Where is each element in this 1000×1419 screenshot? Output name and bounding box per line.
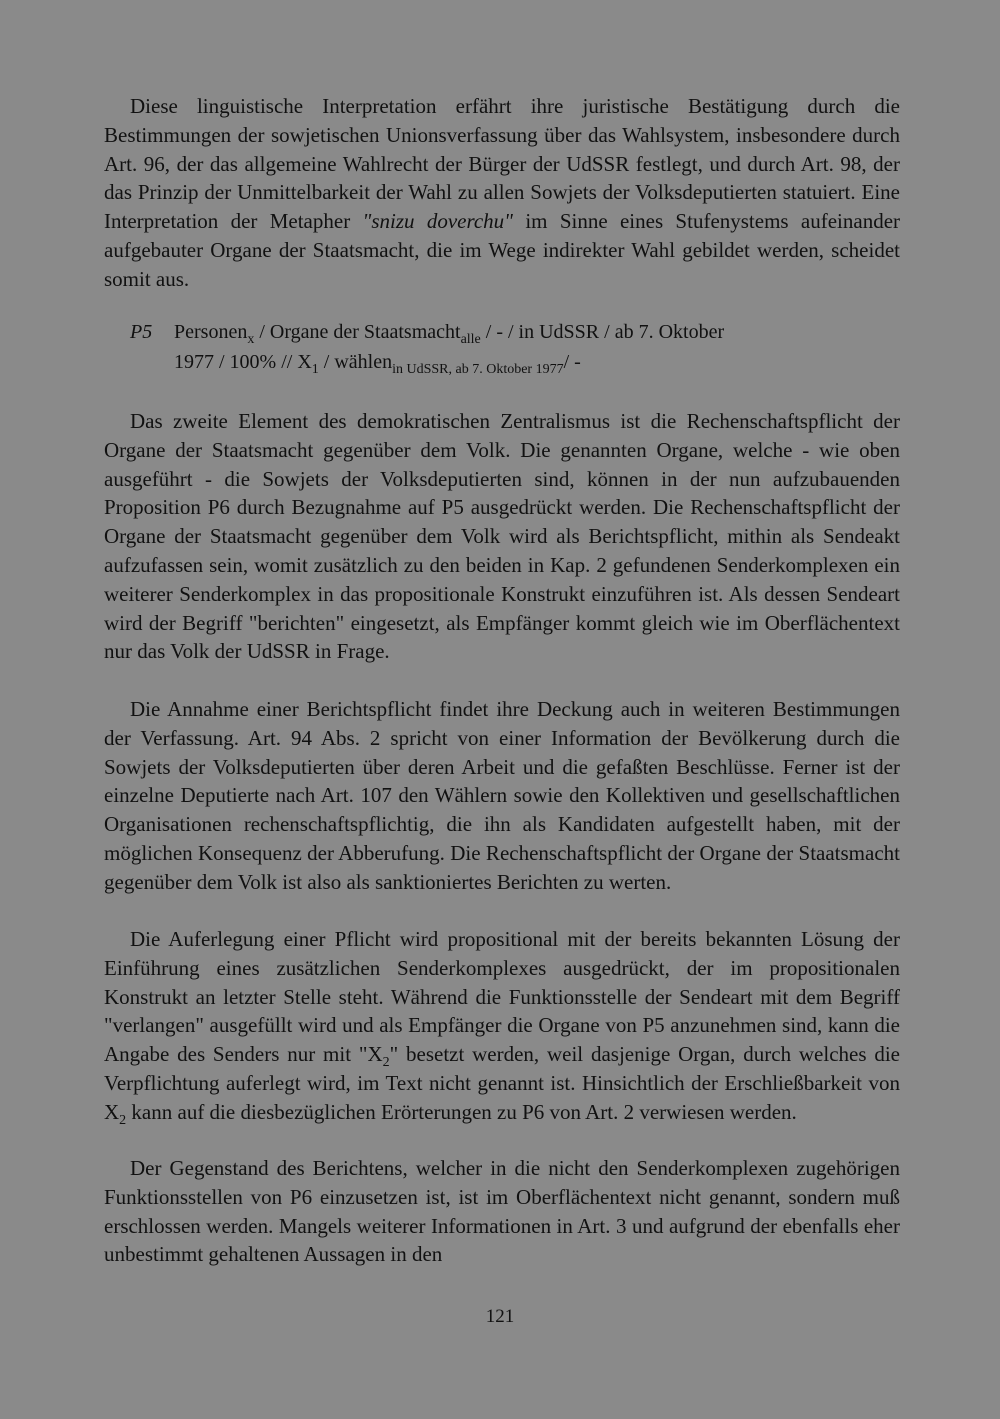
paragraph-1-text-a: Diese linguistische Interpretation erfährt ihre juristische Bestätigung durch die Bestimmungen der sowjetischen Unionsverfassung über das Wahlsystem, insbesondere durch Art. 96, der das allgemeine Wahlrecht der Bürger der UdSSR festlegt, und durch Art. 98, der das Prinzip der Unmittelbarkeit der Wahl zu allen Sowjets der Volksdeputierten statuiert. Eine Interpretation der Metapher: [104, 94, 900, 234]
x2-subscript: 2: [382, 1055, 390, 1071]
paragraph-4: Die Auferlegung einer Pflicht wird propositional mit der bereits bekannten Lösung der Einführung eines zusätzlichen Senderkomplexes ausgedrückt, der im propositionalen Konstrukt an letzter Stelle steht. Während die Funktionsstelle der Sendeart mit dem Begriff "verlangen" ausgefüllt wird und als Empfänger die Organe von P5 anzunehmen sind, kann die Angabe des Senders nur mit "$X_2$" besetzt werden, weil dasjenige Organ, durch welches die Verpflichtung auferlegt wird, im Text nicht genannt ist. Hinsichtlich der Erschließbarkeit von $X_2$ kann auf die diesbezüglichen Erörterungen zu P6 von Art. 2 verwiesen werden.: [104, 927, 900, 1128]
paragraph-3: Die Annahme einer Berichtspflicht findet ihre Deckung auch in weiteren Bestimmungen der Verfassung. Art. 94 Abs. 2 spricht von einer Information der Bevölkerung durch die Sowjets der Volksdeputierten über deren Arbeit und die gefaßten Beschlüsse. Ferner ist der einzelne Deputierte nach Art. 107 den Wählern sowie den Kollektiven und gesellschaftlichen Organisationen rechenschaftspflichtig, die ihn als Kandidaten aufgestellt haben, mit der möglichen Konsequenz der Abberufung. Die Rechenschaftspflicht der Organe der Staatsmacht gegenüber dem Volk ist also als sanktioniertes Berichten zu werten.: [104, 697, 900, 894]
paragraph-1-text-b: im Sinne eines Stufenystems aufeinander aufgebauter Organe der Staatsmacht, die im Wege indirekter Wahl gebildet werden, scheidet somit aus.: [104, 209, 901, 291]
paragraph-2: Das zweite Element des demokratischen Zentralismus ist die Rechenschaftspflicht der Organe der Staatsmacht gegenüber dem Volk. Die genannten Organe, welche - wie oben ausgeführt - die Sowjets der Volksdeputierten sind, können in der nun aufzubauenden Proposition P6 durch Bezugnahme auf P5 ausgedrückt werden. Die Rechenschaftspflicht der Organe der Staatsmacht gegenüber dem Volk wird als Berichtspflicht, mithin als Sendeakt aufzufassen sein, womit zusätzlich zu den beiden in Kap. 2 gefundenen Senderkomplexen ein weiterer Senderkomplex in das propositionale Konstrukt einzuführen ist. Als dessen Sendeart wird der Begriff "berichten" eingesetzt, als Empfänger kommt gleich wie im Oberflächentext nur das Volk der UdSSR in Frage.: [104, 409, 900, 664]
proposition-line-1: Personen$_x$ / Organe der Staatsmacht$_{alle}$ / - / in UdSSR / ab 7. Oktober: [174, 321, 725, 347]
metaphor-term: "snizu doverchu": [362, 209, 514, 234]
x2-subscript: 2: [119, 1112, 127, 1128]
paragraph-1: [104, 92, 900, 294]
proposition-label: P5: [130, 321, 153, 343]
proposition-line-2: $1977 / 100\% // X_1$ / wählen$_{in UdSSR, ab 7. Oktober 1977}$/ -: [174, 351, 581, 377]
page-number: 121: [485, 1306, 515, 1327]
paragraph-5: Der Gegenstand des Berichtens, welcher in die nicht den Senderkomplexen zugehörigen Funktionsstellen von P6 einzusetzen ist, ist im Oberflächentext nicht genannt, sondern muß erschlossen werden. Mangels weiterer Informationen in Art. 3 und aufgrund der ebenfalls eher unbestimmt gehaltenen Aussagen in den: [104, 1156, 900, 1267]
